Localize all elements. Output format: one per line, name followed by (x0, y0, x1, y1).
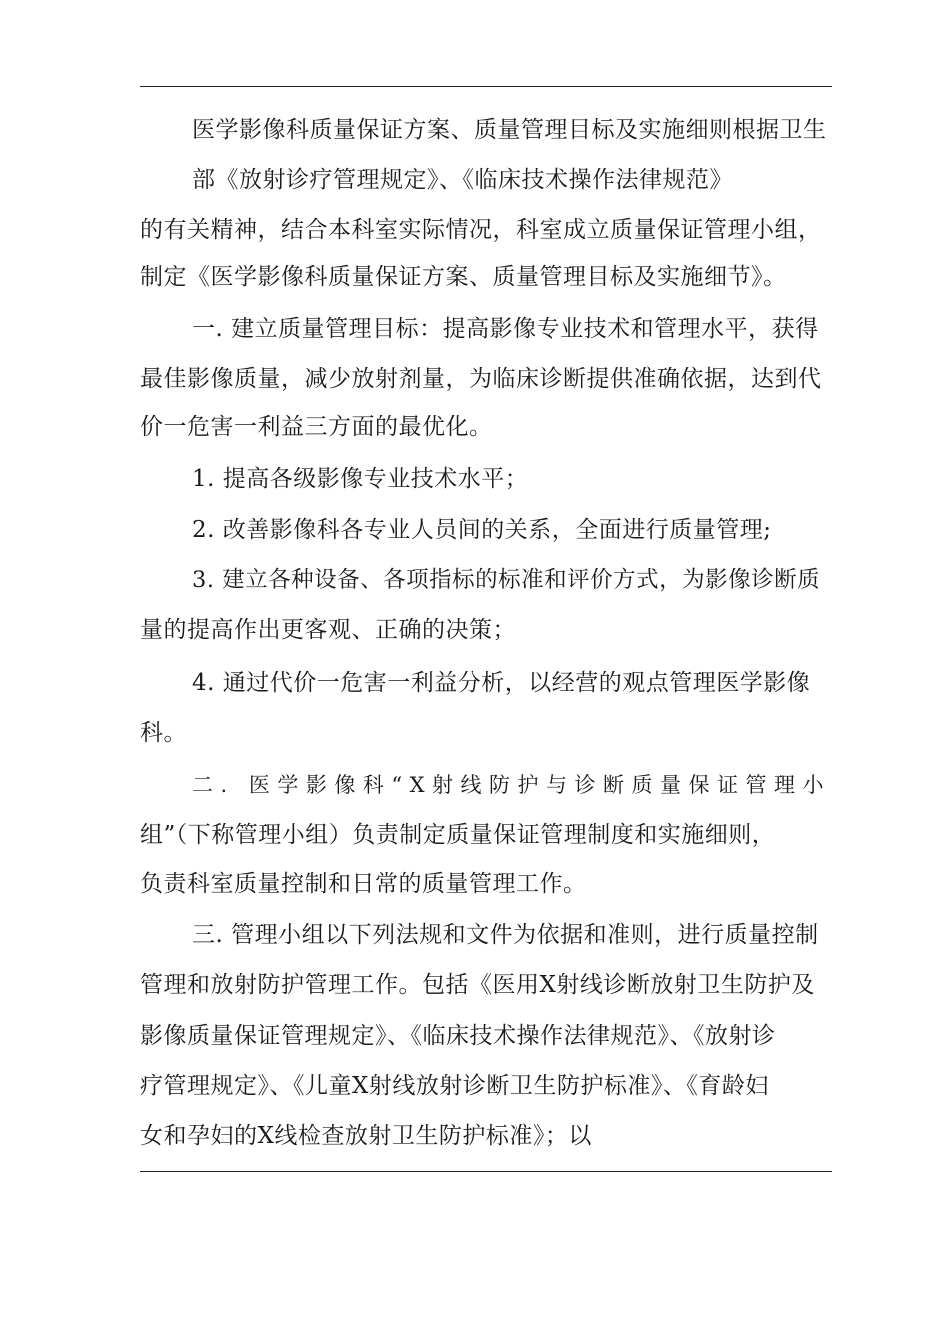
text-line: 影像质量保证管理规定》、《临床技术操作法律规范》、《放射诊 (140, 1023, 776, 1049)
text-line: 组”（下称管理小组）负责制定质量保证管理制度和实施细则， (140, 822, 776, 848)
section-heading-2: 二. 医学影像科“X射线防护与诊断质量保证管理小 (192, 773, 832, 797)
section-heading-3: 三. 管理小组以下列法规和文件为依据和准则，进行质量控制 (192, 922, 819, 948)
text-line: 量的提高作出更客观、正确的决策； (140, 617, 516, 643)
list-item-4: 4. 通过代价一危害一利益分析，以经营的观点管理医学影像 (192, 670, 811, 696)
list-item-2: 2. 改善影像科各专业人员间的关系，全面进行质量管理; (192, 517, 772, 543)
text-line: 最佳影像质量，减少放射剂量，为临床诊断提供准确依据，达到代 (140, 366, 822, 392)
text-line: 女和孕妇的X线检查放射卫生防护标准》；以 (140, 1123, 592, 1149)
text-line: 管理和放射防护管理工作。包括《医用X射线诊断放射卫生防护及 (140, 972, 815, 998)
footer-rule (140, 1171, 832, 1172)
list-item-1: 1. 提高各级影像专业技术水平； (192, 466, 529, 492)
header-rule (140, 86, 832, 87)
text-line: 制定《医学影像科质量保证方案、质量管理目标及实施细节》。 (140, 264, 787, 290)
text-line: 疗管理规定》、《儿童X射线放射诊断卫生防护标准》、《育龄妇 (140, 1073, 769, 1099)
text-line: 部《放射诊疗管理规定》、《临床技术操作法律规范》 (192, 167, 733, 193)
text-line: 医学影像科质量保证方案、质量管理目标及实施细则根据卫生 (192, 117, 827, 143)
text-line: 负责科室质量控制和日常的质量管理工作。 (140, 871, 587, 897)
text-line: 价一危害一利益三方面的最优化。 (140, 414, 493, 440)
list-item-3: 3. 建立各种设备、各项指标的标准和评价方式，为影像诊断质 (192, 567, 821, 593)
text-line: 科。 (140, 720, 187, 746)
section-heading-1: 一. 建立质量管理目标：提高影像专业技术和管理水平，获得 (192, 316, 819, 342)
text-line: 的有关精神，结合本科室实际情况，科室成立质量保证管理小组， (140, 217, 822, 243)
